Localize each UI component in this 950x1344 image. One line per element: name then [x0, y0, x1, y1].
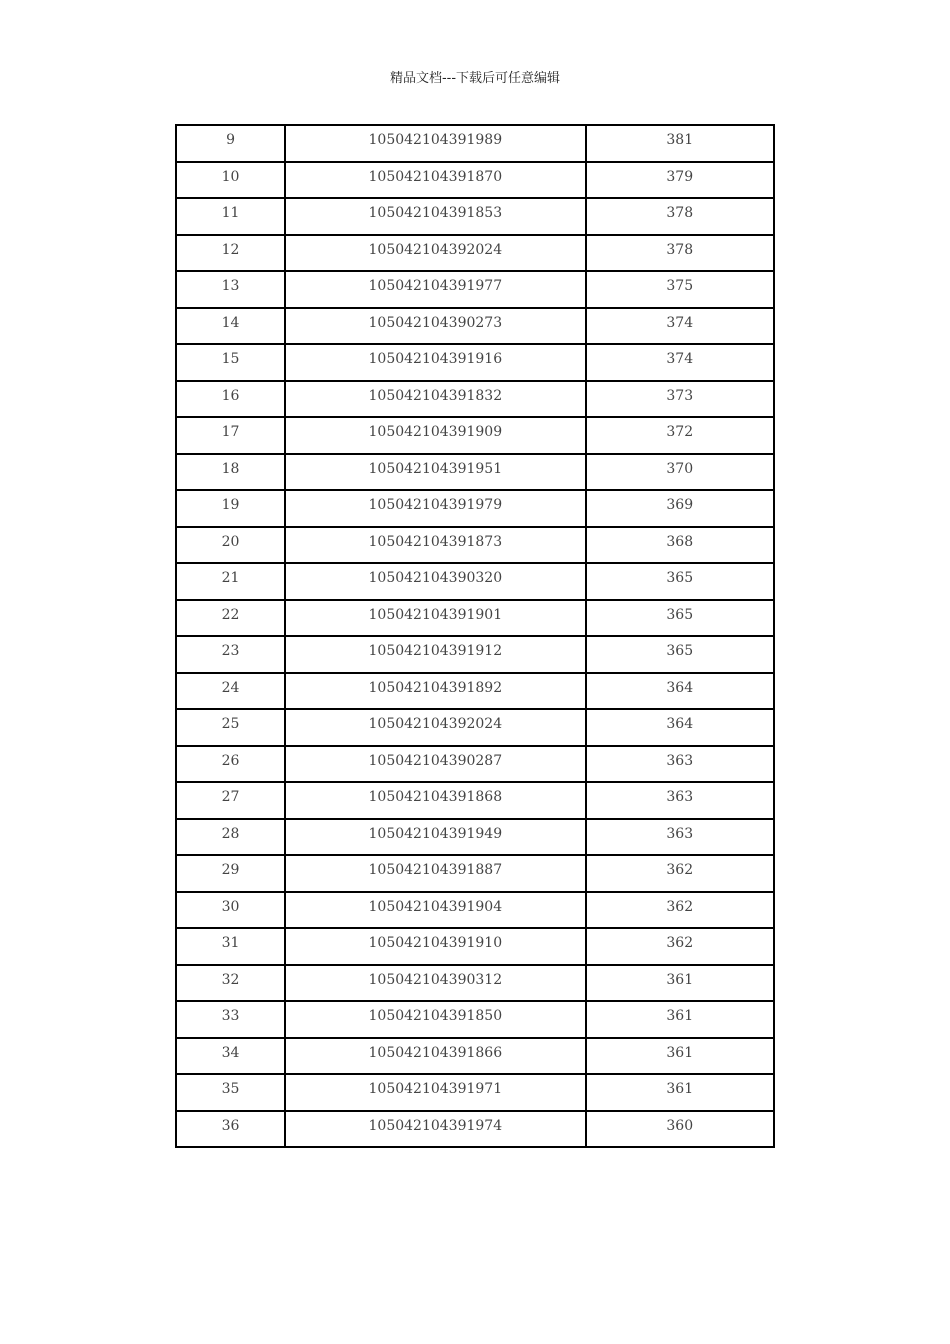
- candidate-id-cell: 105042104391901: [285, 600, 585, 637]
- table-row: [176, 782, 774, 819]
- table-row: [176, 417, 774, 454]
- score-cell: 363: [586, 782, 774, 819]
- candidate-id-cell: 105042104391951: [285, 454, 585, 491]
- row-number-cell: 33: [176, 1001, 285, 1038]
- row-number-cell: 19: [176, 490, 285, 527]
- row-number-cell: 32: [176, 965, 285, 1002]
- score-cell: 378: [586, 235, 774, 272]
- candidate-id-cell: 105042104391909: [285, 417, 585, 454]
- score-cell: 364: [586, 709, 774, 746]
- candidate-id-cell: 105042104390312: [285, 965, 585, 1002]
- table-row: [176, 965, 774, 1002]
- row-number-cell: 36: [176, 1111, 285, 1148]
- score-cell: 361: [586, 1074, 774, 1111]
- candidate-id-cell: 105042104391892: [285, 673, 585, 710]
- row-number-cell: 14: [176, 308, 285, 345]
- score-cell: 364: [586, 673, 774, 710]
- row-number-cell: 18: [176, 454, 285, 491]
- row-number-cell: 12: [176, 235, 285, 272]
- score-cell: 361: [586, 1038, 774, 1075]
- row-number-cell: 22: [176, 600, 285, 637]
- score-cell: 365: [586, 636, 774, 673]
- row-number-cell: 26: [176, 746, 285, 783]
- candidate-id-cell: 105042104391868: [285, 782, 585, 819]
- page-header: 精品文档---下载后可任意编辑: [389, 71, 561, 86]
- candidate-id-cell: 105042104392024: [285, 709, 585, 746]
- score-cell: 363: [586, 819, 774, 856]
- candidate-id-cell: 105042104390273: [285, 308, 585, 345]
- score-cell: 374: [586, 308, 774, 345]
- row-number-cell: 34: [176, 1038, 285, 1075]
- table-row: [176, 819, 774, 856]
- score-cell: 370: [586, 454, 774, 491]
- candidate-id-cell: 105042104391916: [285, 344, 585, 381]
- table-row: [176, 600, 774, 637]
- score-cell: 369: [586, 490, 774, 527]
- score-cell: 372: [586, 417, 774, 454]
- row-number-cell: 29: [176, 855, 285, 892]
- candidate-id-cell: 105042104391979: [285, 490, 585, 527]
- candidate-id-cell: 105042104390287: [285, 746, 585, 783]
- candidate-id-cell: 105042104391832: [285, 381, 585, 418]
- candidate-id-cell: 105042104391850: [285, 1001, 585, 1038]
- table-row: [176, 271, 774, 308]
- row-number-cell: 10: [176, 162, 285, 199]
- score-cell: 362: [586, 855, 774, 892]
- row-number-cell: 20: [176, 527, 285, 564]
- table-row: [176, 198, 774, 235]
- candidate-id-cell: 105042104391912: [285, 636, 585, 673]
- row-number-cell: 13: [176, 271, 285, 308]
- table-row: [176, 1001, 774, 1038]
- row-number-cell: 11: [176, 198, 285, 235]
- row-number-cell: 27: [176, 782, 285, 819]
- table-row: [176, 344, 774, 381]
- table-row: [176, 855, 774, 892]
- score-cell: 373: [586, 381, 774, 418]
- table-row: [176, 1074, 774, 1111]
- table-row: [176, 454, 774, 491]
- table-row: [176, 746, 774, 783]
- table-row: [176, 892, 774, 929]
- table-row: [176, 563, 774, 600]
- table-row: [176, 162, 774, 199]
- row-number-cell: 21: [176, 563, 285, 600]
- candidate-id-cell: 105042104391887: [285, 855, 585, 892]
- candidate-id-cell: 105042104392024: [285, 235, 585, 272]
- candidate-id-cell: 105042104391949: [285, 819, 585, 856]
- candidate-id-cell: 105042104391989: [285, 125, 585, 162]
- candidate-id-cell: 105042104391853: [285, 198, 585, 235]
- score-cell: 375: [586, 271, 774, 308]
- candidate-id-cell: 105042104391971: [285, 1074, 585, 1111]
- score-table: [175, 124, 775, 1148]
- score-cell: 374: [586, 344, 774, 381]
- table-row: [176, 527, 774, 564]
- row-number-cell: 25: [176, 709, 285, 746]
- candidate-id-cell: 105042104391974: [285, 1111, 585, 1148]
- row-number-cell: 28: [176, 819, 285, 856]
- candidate-id-cell: 105042104391866: [285, 1038, 585, 1075]
- table-row: [176, 1038, 774, 1075]
- candidate-id-cell: 105042104391904: [285, 892, 585, 929]
- score-cell: 361: [586, 965, 774, 1002]
- candidate-id-cell: 105042104391910: [285, 928, 585, 965]
- row-number-cell: 30: [176, 892, 285, 929]
- row-number-cell: 35: [176, 1074, 285, 1111]
- score-table-body: [176, 125, 774, 1147]
- table-row: [176, 673, 774, 710]
- row-number-cell: 24: [176, 673, 285, 710]
- score-cell: 361: [586, 1001, 774, 1038]
- score-cell: 365: [586, 563, 774, 600]
- candidate-id-cell: 105042104391870: [285, 162, 585, 199]
- table-row: [176, 235, 774, 272]
- row-number-cell: 17: [176, 417, 285, 454]
- table-row: [176, 125, 774, 162]
- row-number-cell: 31: [176, 928, 285, 965]
- table-row: [176, 1111, 774, 1148]
- score-cell: 360: [586, 1111, 774, 1148]
- row-number-cell: 23: [176, 636, 285, 673]
- row-number-cell: 9: [176, 125, 285, 162]
- score-cell: 365: [586, 600, 774, 637]
- table-row: [176, 928, 774, 965]
- score-cell: 368: [586, 527, 774, 564]
- candidate-id-cell: 105042104390320: [285, 563, 585, 600]
- row-number-cell: 15: [176, 344, 285, 381]
- candidate-id-cell: 105042104391873: [285, 527, 585, 564]
- score-cell: 362: [586, 892, 774, 929]
- score-cell: 362: [586, 928, 774, 965]
- row-number-cell: 16: [176, 381, 285, 418]
- score-cell: 381: [586, 125, 774, 162]
- table-row: [176, 490, 774, 527]
- table-row: [176, 381, 774, 418]
- table-row: [176, 308, 774, 345]
- score-cell: 379: [586, 162, 774, 199]
- candidate-id-cell: 105042104391977: [285, 271, 585, 308]
- table-row: [176, 636, 774, 673]
- table-row: [176, 709, 774, 746]
- score-cell: 363: [586, 746, 774, 783]
- score-cell: 378: [586, 198, 774, 235]
